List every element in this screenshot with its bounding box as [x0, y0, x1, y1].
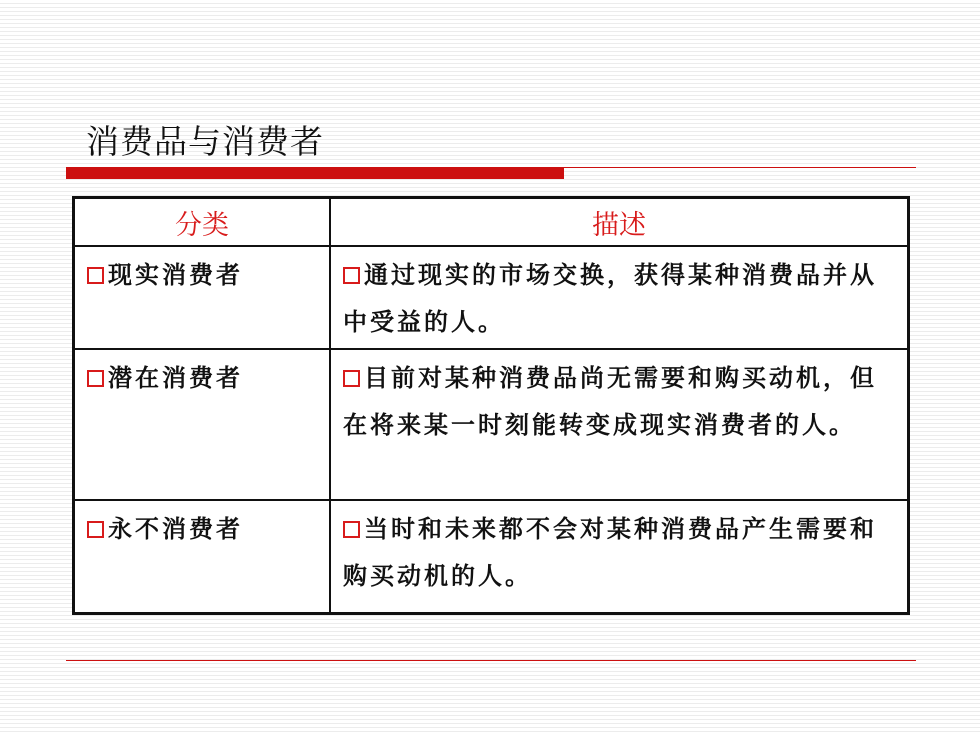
title-accent-bar	[66, 167, 564, 179]
row-description-cell	[330, 349, 909, 500]
checkbox-square-icon	[87, 370, 104, 387]
header-category: 分类	[74, 198, 331, 247]
description-text: 通过现实的市场交换，获得某种消费品并从中受益的人。	[343, 260, 877, 336]
row-category-cell	[74, 500, 331, 614]
table-row	[74, 246, 909, 349]
checkbox-square-icon	[343, 521, 360, 538]
row-description-cell	[330, 246, 909, 349]
description-text: 当时和未来都不会对某种消费品产生需要和购买动机的人。	[343, 514, 877, 590]
table-header-row	[74, 198, 909, 247]
checkbox-square-icon	[343, 370, 360, 387]
row-category-cell	[74, 246, 331, 349]
checkbox-square-icon	[87, 521, 104, 538]
header-description: 描述	[330, 198, 909, 247]
description-text: 目前对某种消费品尚无需要和购买动机，但在将来某一时刻能转变成现实消费者的人。	[343, 363, 877, 439]
slide-title: 消费品与消费者	[86, 122, 324, 161]
category-text: 永不消费者	[108, 514, 243, 543]
category-text: 潜在消费者	[108, 363, 243, 392]
consumer-classification-table	[72, 196, 910, 615]
table-row	[74, 349, 909, 500]
row-category-cell	[74, 349, 331, 500]
checkbox-square-icon	[343, 267, 360, 284]
row-description-cell	[330, 500, 909, 614]
table-row	[74, 500, 909, 614]
checkbox-square-icon	[87, 267, 104, 284]
footer-rule	[66, 660, 916, 661]
category-text: 现实消费者	[108, 260, 243, 289]
